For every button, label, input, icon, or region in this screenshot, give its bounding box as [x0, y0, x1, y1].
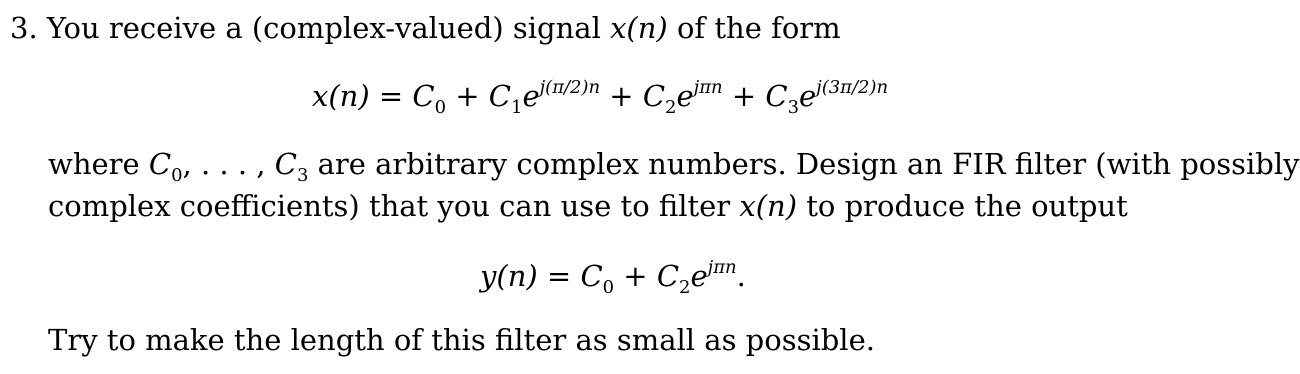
term-c2-output: $C_2e^{j\pi n}$: [656, 256, 737, 298]
body-line-2-prefix: complex coefficients) that you can use to filter: [48, 189, 731, 223]
equation-x: [312, 76, 889, 118]
range-separator: , . . . ,: [182, 147, 266, 181]
where-word: where: [48, 147, 140, 181]
range-end: $C_3$: [274, 147, 309, 186]
equation-y-lhs: y(n) =: [480, 259, 572, 293]
equation-x-lhs: x(n) =: [312, 79, 404, 113]
term-c1: $C_1e^{j(\pi/2)n}$: [488, 76, 601, 118]
term-c3: $C_3e^{j(3\pi/2)n}$: [765, 76, 889, 118]
plus-sign: +: [731, 79, 757, 113]
plus-sign: +: [609, 79, 634, 113]
problem-number: 3.: [10, 11, 38, 45]
signal-symbol: x(n): [610, 11, 668, 45]
problem-intro-text: You receive a (complex-valued) signal: [46, 11, 601, 45]
range-start: $C_0$: [148, 147, 183, 186]
period: .: [736, 259, 746, 293]
plus-sign: +: [455, 79, 480, 113]
plus-sign: +: [623, 259, 648, 293]
problem-intro-tail: of the form: [676, 11, 841, 45]
signal-symbol-inline: x(n): [739, 189, 798, 223]
body-line-2-rest: to produce the output: [806, 189, 1128, 223]
term-c0-output: $C_0$: [580, 259, 615, 298]
problem-statement: [10, 11, 841, 45]
equation-y: [480, 256, 746, 298]
closing-instruction: Try to make the length of this filter as small as possible.: [48, 323, 875, 357]
body-line-1-rest: are arbitrary complex numbers. Design an FIR filter (with possibly: [317, 147, 1300, 181]
term-c2: $C_2e^{j\pi n}$: [642, 76, 723, 118]
body-line-2: [48, 189, 1128, 223]
term-c0: $C_0$: [412, 79, 447, 118]
body-line-1: [48, 147, 1300, 186]
